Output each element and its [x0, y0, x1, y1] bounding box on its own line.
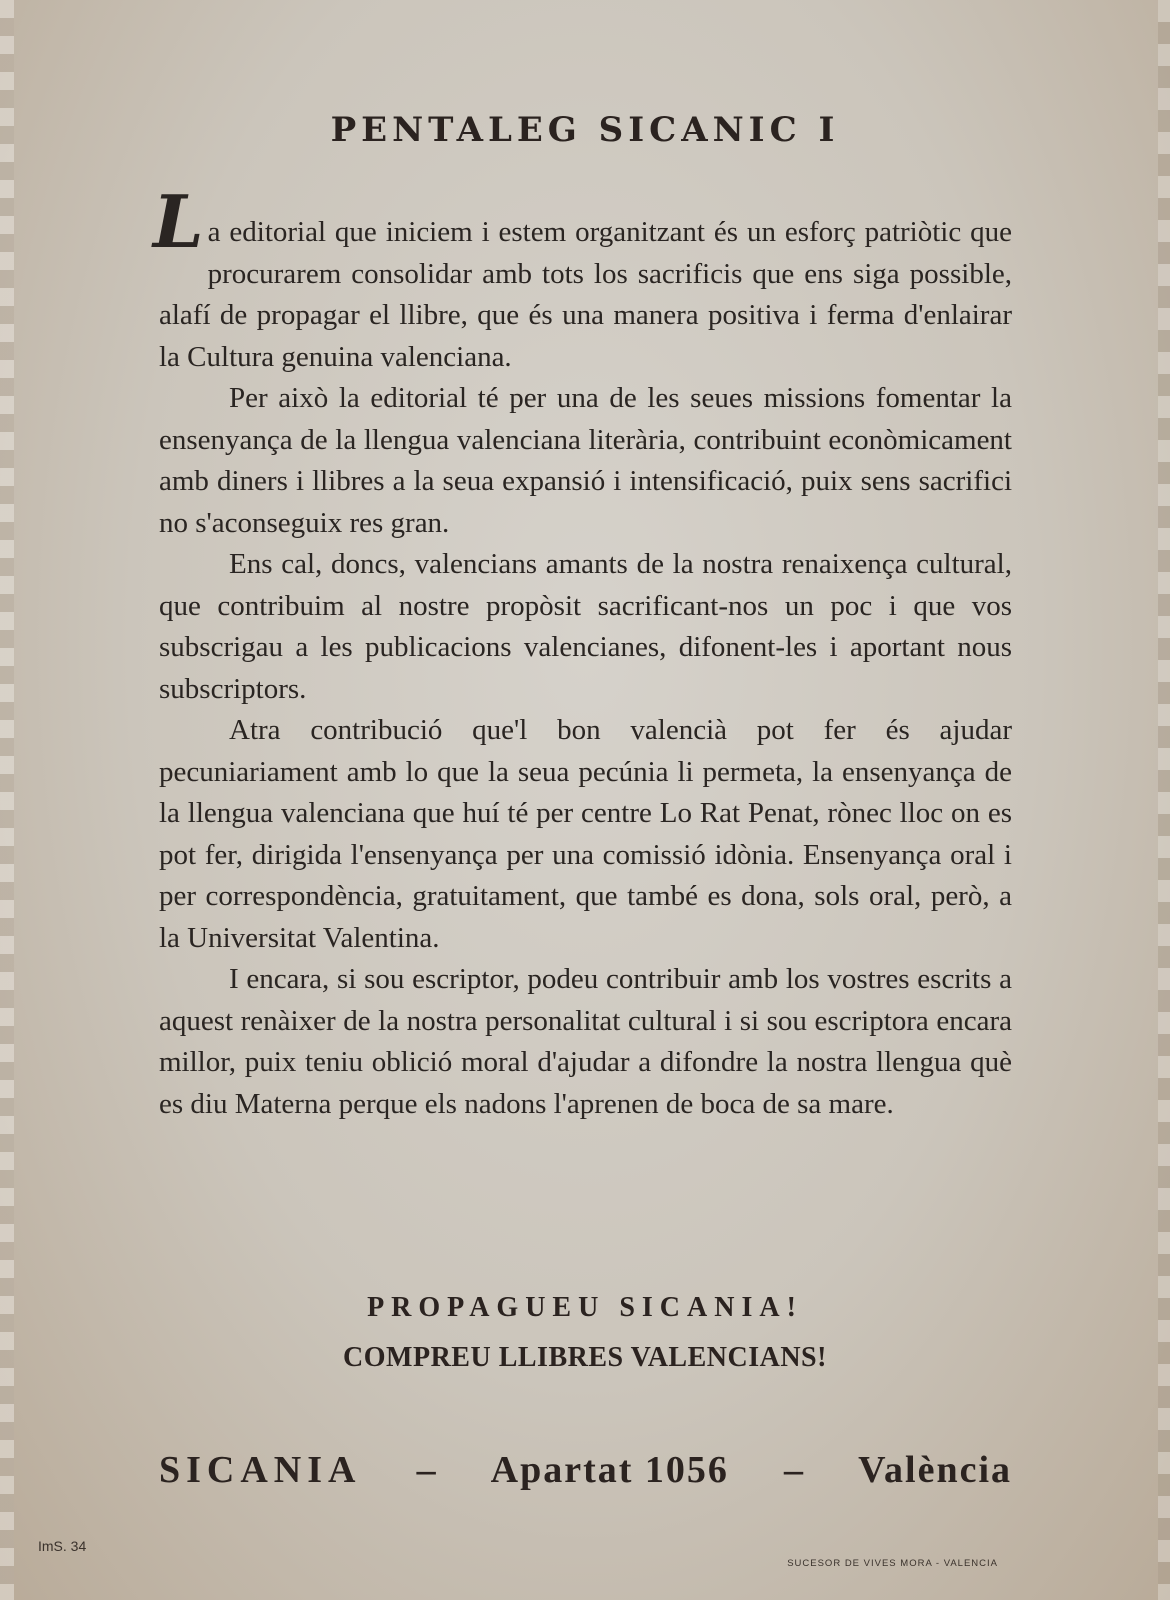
publisher-address — [159, 1448, 1012, 1492]
address-name: SICANIA — [159, 1449, 362, 1491]
paragraph-2: Per això la editorial té per una de les seues missions fomentar la ensenyança de la llengua valenciana literària, contribuint econòmicament amb diners i llibres a la seua expansió i intensificació, puix sens sacrifici no s'aconseguix res gran. — [159, 382, 1012, 539]
document-title: PENTALEG SICANIC I — [330, 110, 840, 150]
address-separator-2: – — [783, 1449, 803, 1491]
paragraph-1 — [153, 179, 1012, 378]
footer-imprint-code: ImS. 34 — [38, 1538, 87, 1554]
slogan-compreu: COMPREU LLIBRES VALENCIANS! — [343, 1342, 827, 1373]
drop-cap: L — [153, 179, 204, 264]
address-box: Apartat 1056 — [490, 1449, 729, 1491]
paragraph-3: Ens cal, doncs, valencians amants de la nostra renaixença cultural, que contribuim al nostre propòsit sacrificant-nos un poc i que vos subscrigau a les publicacions valencianes, difonent-les i aportant nous subscriptors. — [159, 548, 1012, 705]
slogan-propagueu: PROPAGUEU SICANIA! — [367, 1292, 803, 1323]
paragraph-5: I encara, si sou escriptor, podeu contribuir amb los vostres escrits a aquest renàixer de la nostra personalitat cultural i si sou escriptora encara millor, puix teniu oblició moral d'ajudar a difondre la nostra llengua què es diu Materna perque els nadons l'aprenen de boca de sa mare. — [159, 963, 1012, 1120]
body-text — [153, 179, 1012, 1125]
paragraph-4: Atra contribució que'l bon valencià pot fer és ajudar pecuniariament amb lo que la seua pecúnia li permeta, la ensenyança de la llengua valenciana que huí té per centre Lo Rat Penat, rònec lloc on es pot fer, dirigida l'ensenyança per una comissió idònia. Ensenyança oral i per correspondència, gratuitament, que també es dona, sols oral, però, a la Universitat Valentina. — [159, 714, 1012, 954]
footer-printer: SUCESOR DE VIVES MORA - VALENCIA — [787, 1558, 998, 1569]
paragraph-1-text: a editorial que iniciem i estem organitzant és un esforç patriòtic que procurarem consolidar amb tots los sacrificis que ens siga possible, alafí de propagar el llibre, que és una manera positiva i ferma d'enlairar la Cultura genuina valenciana. — [159, 216, 1012, 373]
address-city: València — [858, 1449, 1012, 1491]
address-separator-1: – — [416, 1449, 436, 1491]
